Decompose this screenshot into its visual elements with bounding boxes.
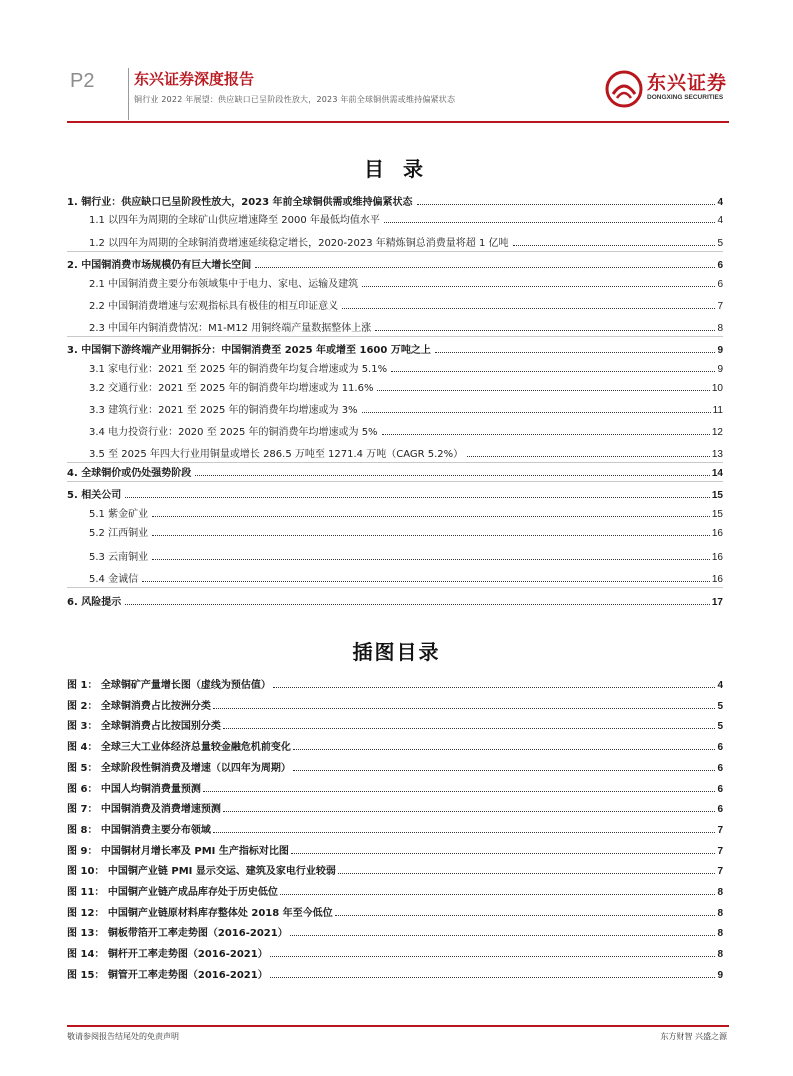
figure-entry-label: 图 3： 全球铜消费占比按国别分类 [67, 721, 221, 733]
dot-leader [290, 935, 716, 936]
toc-entry-page: 13 [711, 449, 723, 460]
toc-entry-page: 11 [712, 405, 723, 416]
toc-entry-page: 8 [717, 323, 723, 334]
dot-leader [152, 535, 710, 536]
toc-entry-page: 7 [717, 301, 723, 312]
logo-english-name: DONGXING SECURITIES [647, 94, 724, 101]
toc-section-entry[interactable] [67, 316, 723, 334]
toc-entry-page: 12 [711, 427, 723, 438]
toc-entry-label: 1. 铜行业：供应缺口已呈阶段性放大，2023 年前全球铜供需或维持偏紧状态 [67, 193, 415, 208]
dot-leader [293, 749, 716, 750]
toc-entry-label: 3.2 交通行业：2021 至 2025 年的铜消费年均增速或为 11.6% [67, 379, 375, 394]
figure-entry[interactable] [67, 839, 723, 857]
dot-leader [338, 873, 716, 874]
toc-entry-label: 6. 风险提示 [67, 593, 123, 608]
figure-entry-page: 6 [717, 762, 723, 774]
dot-leader [223, 811, 716, 812]
figure-entry[interactable] [67, 963, 723, 981]
figure-entry-label: 图 13： 铜板带箔开工率走势图（2016-2021） [67, 928, 288, 940]
figure-entry-label: 图 1： 全球铜矿产量增长图（虚线为预估值） [67, 680, 271, 691]
toc-entry-label: 5.4 金诚信 [67, 570, 140, 585]
dot-leader [384, 222, 716, 223]
toc-section-entry[interactable] [67, 294, 723, 312]
figure-entry-label: 图 11： 中国铜产业链产成品库存处于历史低位 [67, 887, 278, 898]
footer-rule [67, 1025, 729, 1027]
dot-leader [125, 604, 710, 605]
dot-leader [291, 853, 716, 854]
dot-leader [382, 434, 710, 435]
figure-entry-page: 8 [717, 949, 723, 961]
toc-entry-page: 15 [711, 490, 723, 501]
toc-entry-label: 1.2 以四年为周期的全球铜消费增速延续稳定增长，2020-2023 年精炼铜总消费量将超 1 亿吨 [67, 234, 511, 249]
figure-entry[interactable] [67, 756, 723, 774]
figure-entry-label: 图 4： 全球三大工业体经济总量较金融危机前变化 [67, 742, 291, 754]
figure-entry[interactable] [67, 735, 723, 753]
figure-entry[interactable] [67, 901, 723, 919]
figure-entry-label: 图 2： 全球铜消费占比按洲分类 [67, 700, 211, 712]
dot-leader [195, 475, 710, 476]
toc-section-entry[interactable] [67, 208, 723, 226]
dot-leader [125, 497, 710, 498]
toc-entry-label: 2.3 中国年内铜消费情况：M1-M12 用铜终端产量数据整体上涨 [67, 319, 373, 334]
figure-entry[interactable] [67, 797, 723, 815]
toc-separator [67, 336, 723, 337]
toc-entry-label: 5.3 云南铜业 [67, 548, 150, 563]
toc-entry-page: 4 [717, 197, 723, 208]
dot-leader [255, 267, 715, 268]
dot-leader [513, 245, 716, 246]
toc-entry-label: 2. 中国铜消费市场规模仍有巨大增长空间 [67, 256, 253, 271]
footer-slogan: 东方财智 兴盛之源 [660, 1032, 727, 1041]
dot-leader [203, 791, 716, 792]
figure-entry-page: 8 [717, 887, 723, 898]
toc-entry-page: 10 [711, 383, 723, 394]
dot-leader [342, 308, 715, 309]
toc-entry-label: 3.4 电力投资行业：2020 至 2025 年的铜消费年均增速或为 5% [67, 423, 380, 438]
figure-entry-label: 图 8： 中国铜消费主要分布领域 [67, 824, 211, 836]
toc-entry-page: 14 [711, 468, 723, 479]
figure-entry-label: 图 9： 中国铜材月增长率及 PMI 生产指标对比图 [67, 845, 289, 857]
toc-entry-page: 16 [711, 574, 723, 585]
toc-separator [67, 481, 723, 482]
figure-entry-page: 6 [717, 742, 723, 754]
toc-entry-page: 16 [711, 528, 723, 539]
dot-leader [152, 516, 710, 517]
toc-entry-page: 6 [717, 279, 723, 290]
figure-entry[interactable] [67, 921, 723, 939]
figure-entry-page: 6 [717, 804, 723, 816]
toc-section-entry[interactable] [67, 376, 723, 394]
figure-entry-page: 6 [717, 783, 723, 795]
dot-leader [362, 412, 711, 413]
header-rule [67, 121, 729, 123]
figure-entry-page: 5 [717, 721, 723, 733]
toc-chapter-entry[interactable] [67, 483, 723, 501]
toc-entry-page: 15 [711, 509, 723, 520]
figure-entry[interactable] [67, 880, 723, 898]
figure-entry-page: 4 [717, 680, 723, 691]
dot-leader [377, 390, 709, 391]
toc-section-entry[interactable] [67, 442, 723, 460]
figure-entry[interactable] [67, 714, 723, 732]
toc-entry-page: 9 [717, 345, 723, 356]
figure-entry-label: 图 6： 中国人均铜消费量预测 [67, 783, 201, 795]
toc-section-entry[interactable] [67, 502, 723, 520]
figure-entry[interactable] [67, 777, 723, 795]
logo-chinese-name: 东兴证券 [647, 72, 728, 94]
toc-chapter-entry[interactable] [67, 338, 723, 356]
toc-entry-label: 4. 全球铜价或仍处强势阶段 [67, 464, 193, 479]
dot-leader [435, 352, 716, 353]
figure-list-title: 插图目录 [352, 640, 441, 664]
toc-section-entry[interactable] [67, 567, 723, 585]
dot-leader [270, 977, 716, 978]
company-logo [605, 66, 730, 114]
figure-entry-label: 图 7： 中国铜消费及消费增速预测 [67, 804, 221, 816]
toc-entry-page: 4 [717, 215, 723, 226]
figure-entry[interactable] [67, 859, 723, 877]
toc-entry-label: 2.2 中国铜消费增速与宏观指标具有极佳的相互印证意义 [67, 297, 340, 312]
toc-chapter-entry[interactable] [67, 190, 723, 208]
figure-entry-label: 图 14： 铜杆开工率走势图（2016-2021） [67, 949, 268, 961]
toc-chapter-entry[interactable] [67, 253, 723, 271]
dot-leader [375, 330, 715, 331]
figure-entry-label: 图 10： 中国铜产业链 PMI 显示交运、建筑及家电行业较弱 [67, 866, 336, 878]
toc-section-entry[interactable] [67, 521, 723, 539]
figure-entry-page: 7 [717, 845, 723, 857]
toc-entry-page: 16 [711, 552, 723, 563]
toc-entry-label: 3. 中国铜下游终端产业用铜拆分：中国铜消费至 2025 年或增至 1600 万吨之上 [67, 341, 433, 356]
dot-leader [213, 708, 716, 709]
figure-entry-page: 7 [717, 866, 723, 878]
dot-leader [280, 894, 716, 895]
figure-entry-label: 图 15： 铜管开工率走势图（2016-2021） [67, 969, 268, 981]
dot-leader [152, 559, 710, 560]
toc-entry-label: 3.3 建筑行业：2021 至 2025 年的铜消费年均增速或为 3% [67, 401, 360, 416]
dot-leader [467, 456, 710, 457]
toc-entry-label: 5. 相关公司 [67, 486, 123, 501]
toc-chapter-entry[interactable] [67, 590, 723, 608]
figure-entry-page: 7 [717, 824, 723, 836]
footer-disclaimer: 敬请参阅报告结尾处的免责声明 [67, 1032, 179, 1041]
figure-entry[interactable] [67, 942, 723, 960]
figure-entry[interactable] [67, 694, 723, 712]
figure-entry-page: 5 [717, 700, 723, 712]
page-header [0, 0, 793, 125]
dot-leader [213, 832, 716, 833]
toc-entry-label: 5.1 紫金矿业 [67, 505, 150, 520]
header-divider [128, 68, 129, 120]
toc-entry-page: 17 [711, 597, 723, 608]
figure-entry-page: 8 [717, 928, 723, 940]
toc-section-entry[interactable] [67, 398, 723, 416]
toc-entry-label: 3.1 家电行业：2021 至 2025 年的铜消费年均复合增速或为 5.1% [67, 360, 389, 375]
dot-leader [142, 581, 710, 582]
dot-leader [293, 770, 716, 771]
logo-emblem-icon [605, 70, 643, 108]
dot-leader [273, 687, 716, 688]
figure-entry[interactable] [67, 818, 723, 836]
toc-entry-page: 5 [717, 238, 723, 249]
figure-entry-label: 图 12： 中国铜产业链原材料库存整体处 2018 年至今低位 [67, 907, 333, 919]
toc-section-entry[interactable] [67, 357, 723, 375]
dot-leader [270, 956, 716, 957]
toc-section-entry[interactable] [67, 420, 723, 438]
toc-title: 目 录 [364, 157, 429, 181]
dot-leader [223, 728, 716, 729]
toc-section-entry[interactable] [67, 231, 723, 249]
figure-entry[interactable] [67, 673, 723, 691]
toc-section-entry[interactable] [67, 272, 723, 290]
toc-entry-label: 1.1 以四年为周期的全球矿山供应增速降至 2000 年最低均值水平 [67, 211, 382, 226]
toc-entry-page: 6 [717, 260, 723, 271]
toc-entry-label: 2.1 中国铜消费主要分布领域集中于电力、家电、运输及建筑 [67, 275, 360, 290]
dot-leader [391, 371, 715, 372]
dot-leader [335, 915, 716, 916]
toc-section-entry[interactable] [67, 545, 723, 563]
figure-entry-page: 9 [717, 969, 723, 981]
toc-entry-label: 3.5 至 2025 年四大行业用铜量或增长 286.5 万吨至 1271.4 万吨（CAGR 5.2%） [67, 445, 465, 460]
toc-entry-page: 9 [717, 364, 723, 375]
toc-entry-label: 5.2 江西铜业 [67, 524, 150, 539]
dot-leader [362, 286, 715, 287]
figure-entry-label: 图 5： 全球阶段性铜消费及增速（以四年为周期） [67, 762, 291, 774]
toc-separator [67, 251, 723, 252]
toc-separator [67, 587, 723, 588]
report-title: 东兴证券深度报告 [134, 70, 255, 88]
page-number: P2 [70, 70, 95, 92]
dot-leader [417, 204, 716, 205]
report-subtitle: 铜行业 2022 年展望：供应缺口已呈阶段性放大，2023 年前全球铜供需或维持偏紧状态 [134, 95, 456, 104]
figure-entry-page: 8 [717, 907, 723, 919]
toc-chapter-entry[interactable] [67, 461, 723, 479]
